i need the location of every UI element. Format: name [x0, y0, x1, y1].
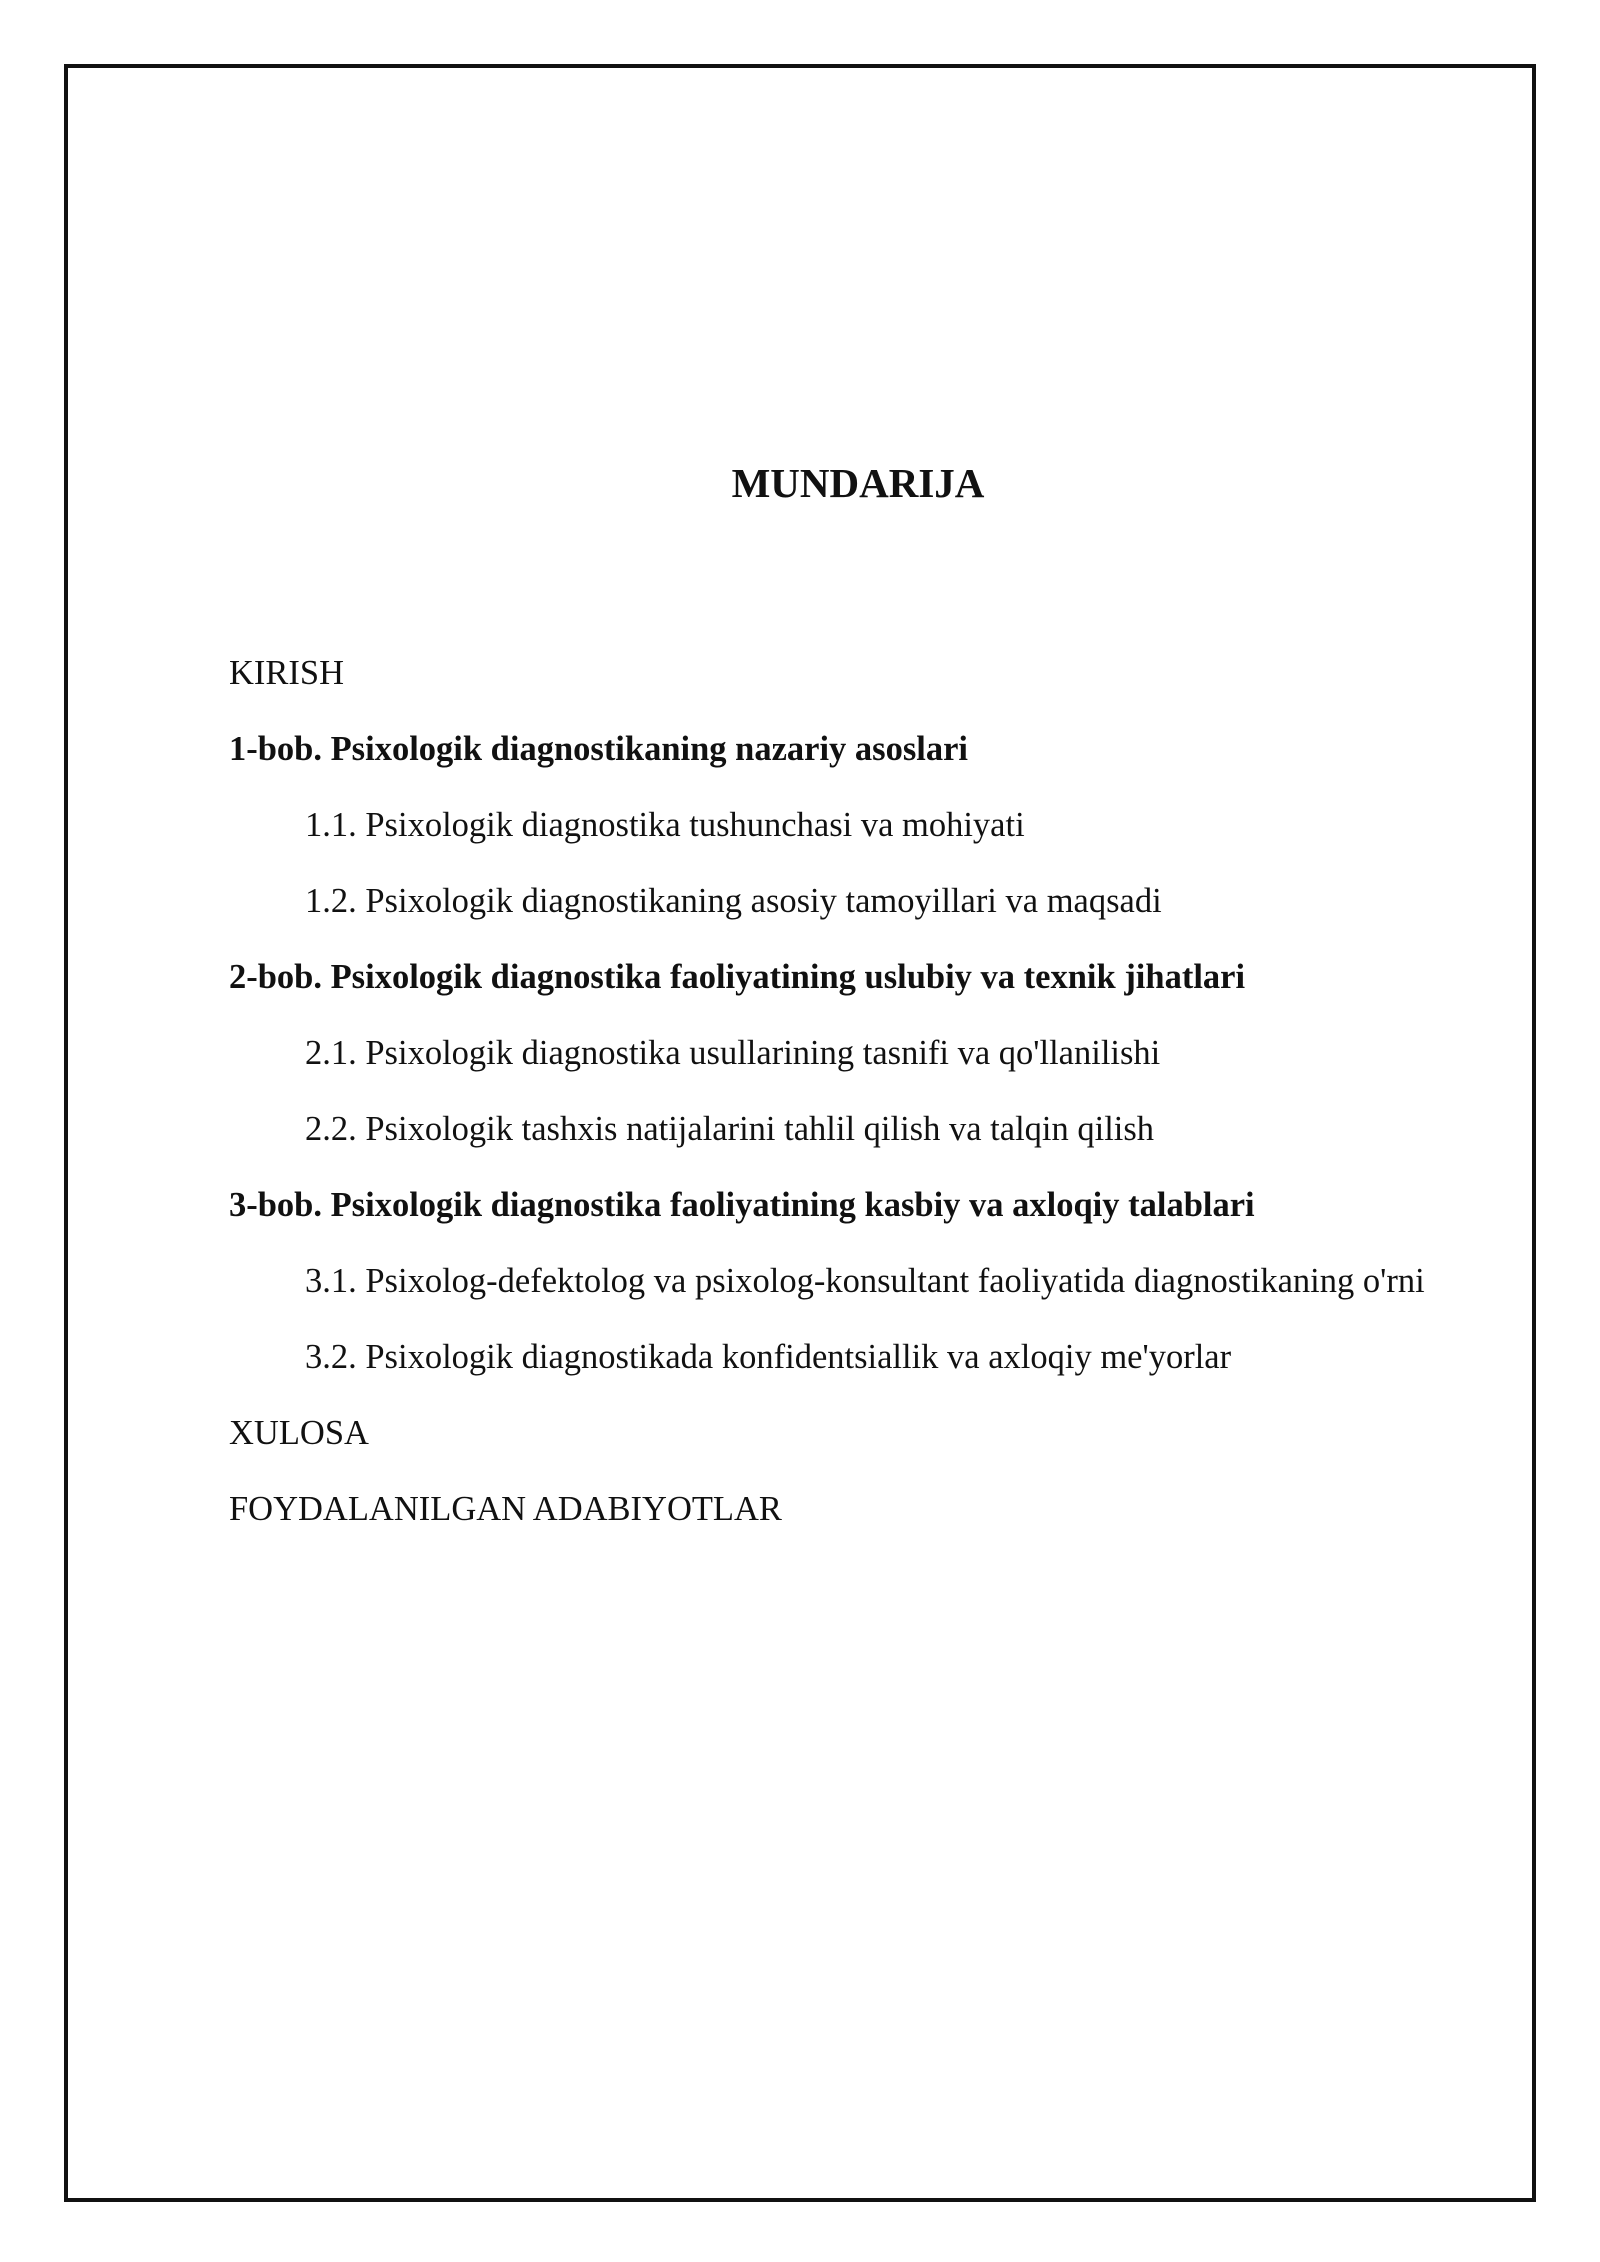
toc-chapter-3: 3-bob. Psixologik diagnostika faoliyatining kasbiy va axloqiy talablari [229, 1186, 1255, 1224]
toc-entry-conclusion: XULOSA [229, 1414, 369, 1452]
toc-section-2-2: 2.2. Psixologik tashxis natijalarini tahlil qilish va talqin qilish [305, 1110, 1155, 1148]
table-of-contents [229, 641, 1479, 1553]
toc-section-2-1: 2.1. Psixologik diagnostika usullarining tasnifi va qo'llanilishi [305, 1034, 1161, 1072]
toc-chapter-1: 1-bob. Psixologik diagnostikaning nazariy asoslari [229, 730, 969, 768]
toc-entry-introduction: KIRISH [229, 654, 345, 692]
toc-chapter-2: 2-bob. Psixologik diagnostika faoliyatining uslubiy va texnik jihatlari [229, 958, 1246, 996]
toc-entry-references: FOYDALANILGAN ADABIYOTLAR [229, 1490, 782, 1528]
toc-section-3-2: 3.2. Psixologik diagnostikada konfidentsiallik va axloqiy me'yorlar [305, 1338, 1232, 1376]
toc-section-1-2: 1.2. Psixologik diagnostikaning asosiy tamoyillari va maqsadi [305, 882, 1162, 920]
page-title: MUNDARIJA [731, 460, 985, 506]
toc-section-1-1: 1.1. Psixologik diagnostika tushunchasi va mohiyati [305, 806, 1025, 844]
toc-section-3-1: 3.1. Psixolog-defektolog va psixolog-konsultant faoliyatida diagnostikaning o'rni [305, 1262, 1425, 1300]
